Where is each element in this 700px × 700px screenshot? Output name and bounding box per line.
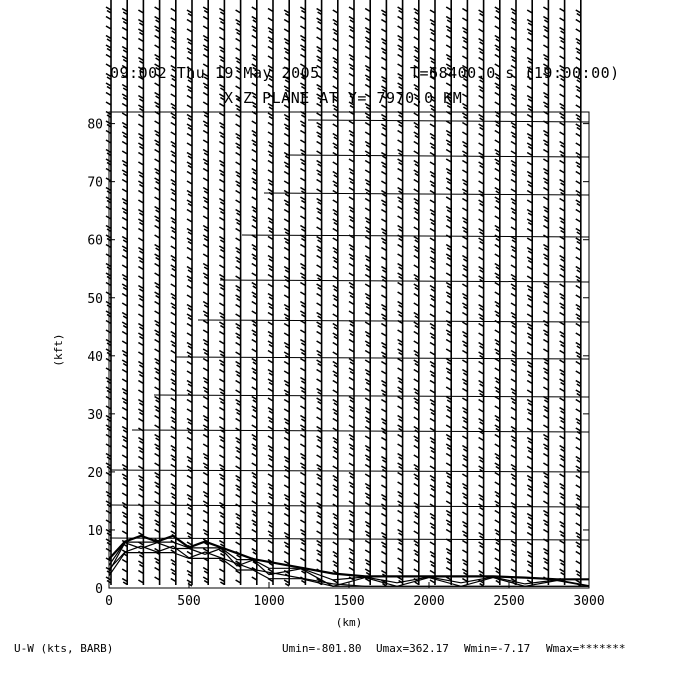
y-tick-label: 60 — [87, 233, 103, 249]
x-tick-label: 2000 — [413, 594, 445, 609]
y-tick-label: 50 — [87, 291, 103, 307]
y-tick-label: 70 — [87, 175, 103, 191]
y-tick-label: 10 — [87, 523, 103, 539]
run-datetime: 09:002 Thu 19 May 2005 — [110, 64, 320, 82]
x-tick-label: 1000 — [253, 594, 285, 609]
x-tick-label: 500 — [177, 594, 201, 609]
wmin-readout: Wmin=-7.17 — [464, 642, 531, 655]
x-tick-label: 1500 — [333, 594, 365, 609]
field-label: U-W (kts, BARB) — [14, 642, 114, 655]
y-tick-label: 20 — [87, 465, 103, 481]
plane-title: X-Z PLANE AT Y= 7970.0 KM — [224, 89, 463, 107]
terrain-contour — [109, 546, 589, 586]
level-line — [154, 395, 589, 397]
y-tick-label: 30 — [87, 407, 103, 423]
terrain-contours — [109, 536, 589, 587]
umin-readout: Umin=-801.80 — [282, 642, 362, 655]
level-line — [110, 470, 589, 472]
level-line — [264, 193, 589, 195]
terrain-contour — [109, 553, 589, 587]
level-line — [220, 280, 589, 282]
x-tick-label: 2500 — [493, 594, 525, 609]
plot-frame — [109, 112, 589, 588]
level-line — [286, 155, 589, 157]
terrain-contour — [109, 536, 589, 580]
wind-barbs — [106, 0, 581, 586]
x-tick-label: 0 — [105, 594, 113, 609]
level-line — [132, 430, 589, 432]
y-axis-label: (kft) — [52, 333, 65, 367]
wind-barb-field — [106, 0, 581, 586]
x-tick-label: 3000 — [573, 594, 605, 609]
umax-readout: Umax=362.17 — [376, 642, 449, 655]
level-line — [110, 505, 589, 507]
level-line — [176, 357, 589, 359]
y-tick-label: 40 — [87, 349, 103, 365]
model-time: T=68400.0 s (19:00:00) — [410, 64, 620, 82]
y-tick-label: 80 — [87, 117, 103, 133]
wmax-readout: Wmax=******* — [546, 642, 626, 655]
y-tick-label: 0 — [95, 582, 103, 597]
x-axis-label: (km) — [335, 616, 363, 629]
